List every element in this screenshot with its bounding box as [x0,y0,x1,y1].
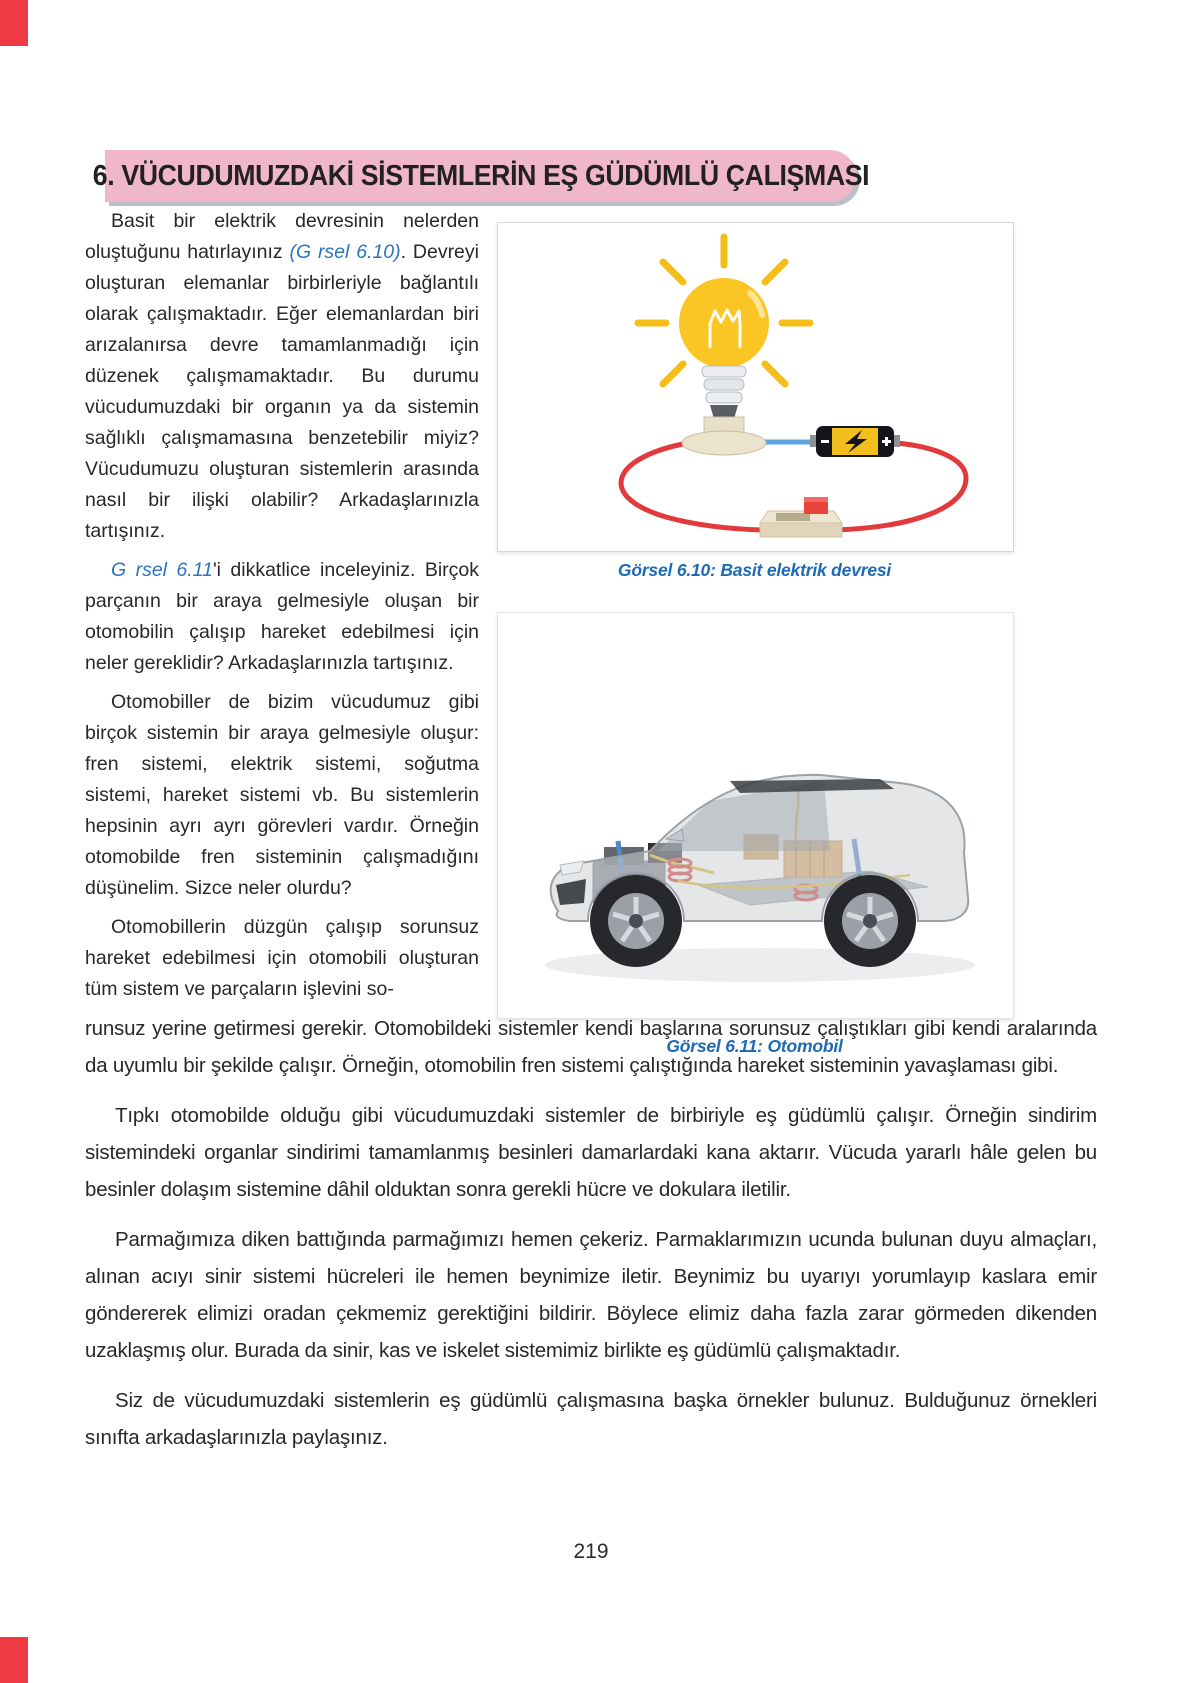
figure-car [497,612,1014,1019]
page-edge-tab-bottom [0,1637,28,1683]
section-header-banner [92,150,869,202]
paragraph-text: Otomobiller de bizim vücudumuz gibi birçok sistemin bir araya gelmesiyle oluşur: fren sistemi, elektrik sistemi, soğutma sistemi, hareket sistemi vb. Bu sistemlerin hepsinin ayrı ayrı görevleri vardır. Örneğin otomobilde fren sisteminin çalışmadığını düşünelim. Sizce neler olurdu? [85,691,479,899]
figure-caption-circuit: Görsel 6.10: Basit elektrik devresi [617,560,892,580]
paragraph-text: 'i dikkatlice inceleyiniz. Birçok parçanın bir araya gelmesiyle oluşan bir otomobilin çalışıp hareket edebilmesi için neler gereklidir? Arkadaşlarınızla tartışınız. [85,559,479,674]
light-bulb-icon [679,278,769,419]
paragraph [85,206,479,547]
front-wheel [590,875,682,967]
paragraph: runsuz yerine getirmesi gerekir. Otomobildeki sistemler kendi başlarına sorunsuz çalıştıkları gibi kendi aralarında da uyumlu bir şekilde çalışır. Örneğin, otomobilin fren sistemi çalıştığında hareket sisteminin yavaşlaması gibi. [85,1017,1097,1077]
paragraph: Siz de vücudumuzdaki sistemlerin eş güdümlü çalışmasına başka örnekler bulunuz. Bulduğunuz örnekleri sınıfta arkadaşlarınızla paylaşınız. [85,1389,1097,1449]
paragraph [85,687,479,904]
intro-text-column [85,206,479,1013]
car-cutaway-illustration [498,613,1011,1016]
paragraph [85,912,479,1005]
figure-caption-car: Görsel 6.11: Otomobil [666,1036,843,1056]
figure-electric-circuit [497,222,1014,552]
paragraph-text: Basit bir elektrik devresinin nelerden oluştuğunu hatırlayınız [85,210,479,263]
electric-circuit-illustration [498,223,1011,549]
paragraph: Tıpkı otomobilde olduğu gibi vücudumuzdaki sistemler de birbiriyle eş güdümlü çalışır. Örneğin sindirim sistemindeki organlar sindirimi tamamlanmış besinleri damarlardaki kana aktarır. Vücuda yararlı hâle gelen bu besinler dolaşım sistemine dâhil olduktan sonra gerekli hücre ve dokulara iletilir. [85,1104,1097,1201]
page-edge-tab-top [0,0,28,46]
rear-wheel [824,875,916,967]
page-number: 219 [573,1540,609,1563]
switch-icon [760,497,842,537]
body-text [85,1010,1097,1469]
section-title: 6. VÜCUDUMUZDAKİ SİSTEMLERİN EŞ GÜDÜMLÜ ÇALIŞMASI [92,159,869,192]
figure-reference: G rsel 6.11 [111,559,213,581]
paragraph [85,555,479,679]
paragraph-text: . Devreyi oluşturan elemanlar birbirleriyle bağlantılı olarak çalışmaktadır. Eğer elemanlardan biri arızalanırsa devre tamamlanmadığı için düzenek çalışmamaktadır. Bu durumu vücudumuzdaki bir organın ya da sistemin sağlıklı çalışmamasına benzetebilir miyiz? Vücudumuzu oluşturan sistemlerin arasında nasıl bir ilişki olabilir? Arkadaşlarınızla tartışınız. [85,241,479,542]
figure-reference: (G rsel 6.10) [289,241,401,263]
battery-icon [810,426,900,457]
lamp-base [682,417,766,455]
paragraph: Parmağımıza diken battığında parmağımızı hemen çekeriz. Parmaklarımızın ucunda bulunan duyu almaçları, alınan acıyı sinir sistemi hücreleri ile hemen beynimize iletir. Beynimiz bu uyarıyı yorumlayıp kaslara emir göndererek elimizi oradan çekmemiz gerektiğini bildirir. Böylece elimiz daha fazla zarar görmeden dikenden uzaklaşmış olur. Burada da sinir, kas ve iskelet sistemimiz birlikte eş güdümlü çalışmaktadır. [85,1228,1097,1362]
paragraph-text: Otomobillerin düzgün çalışıp sorunsuz hareket edebilmesi için otomobili oluşturan tüm sistem ve parçaların işlevini so- [85,916,479,1000]
